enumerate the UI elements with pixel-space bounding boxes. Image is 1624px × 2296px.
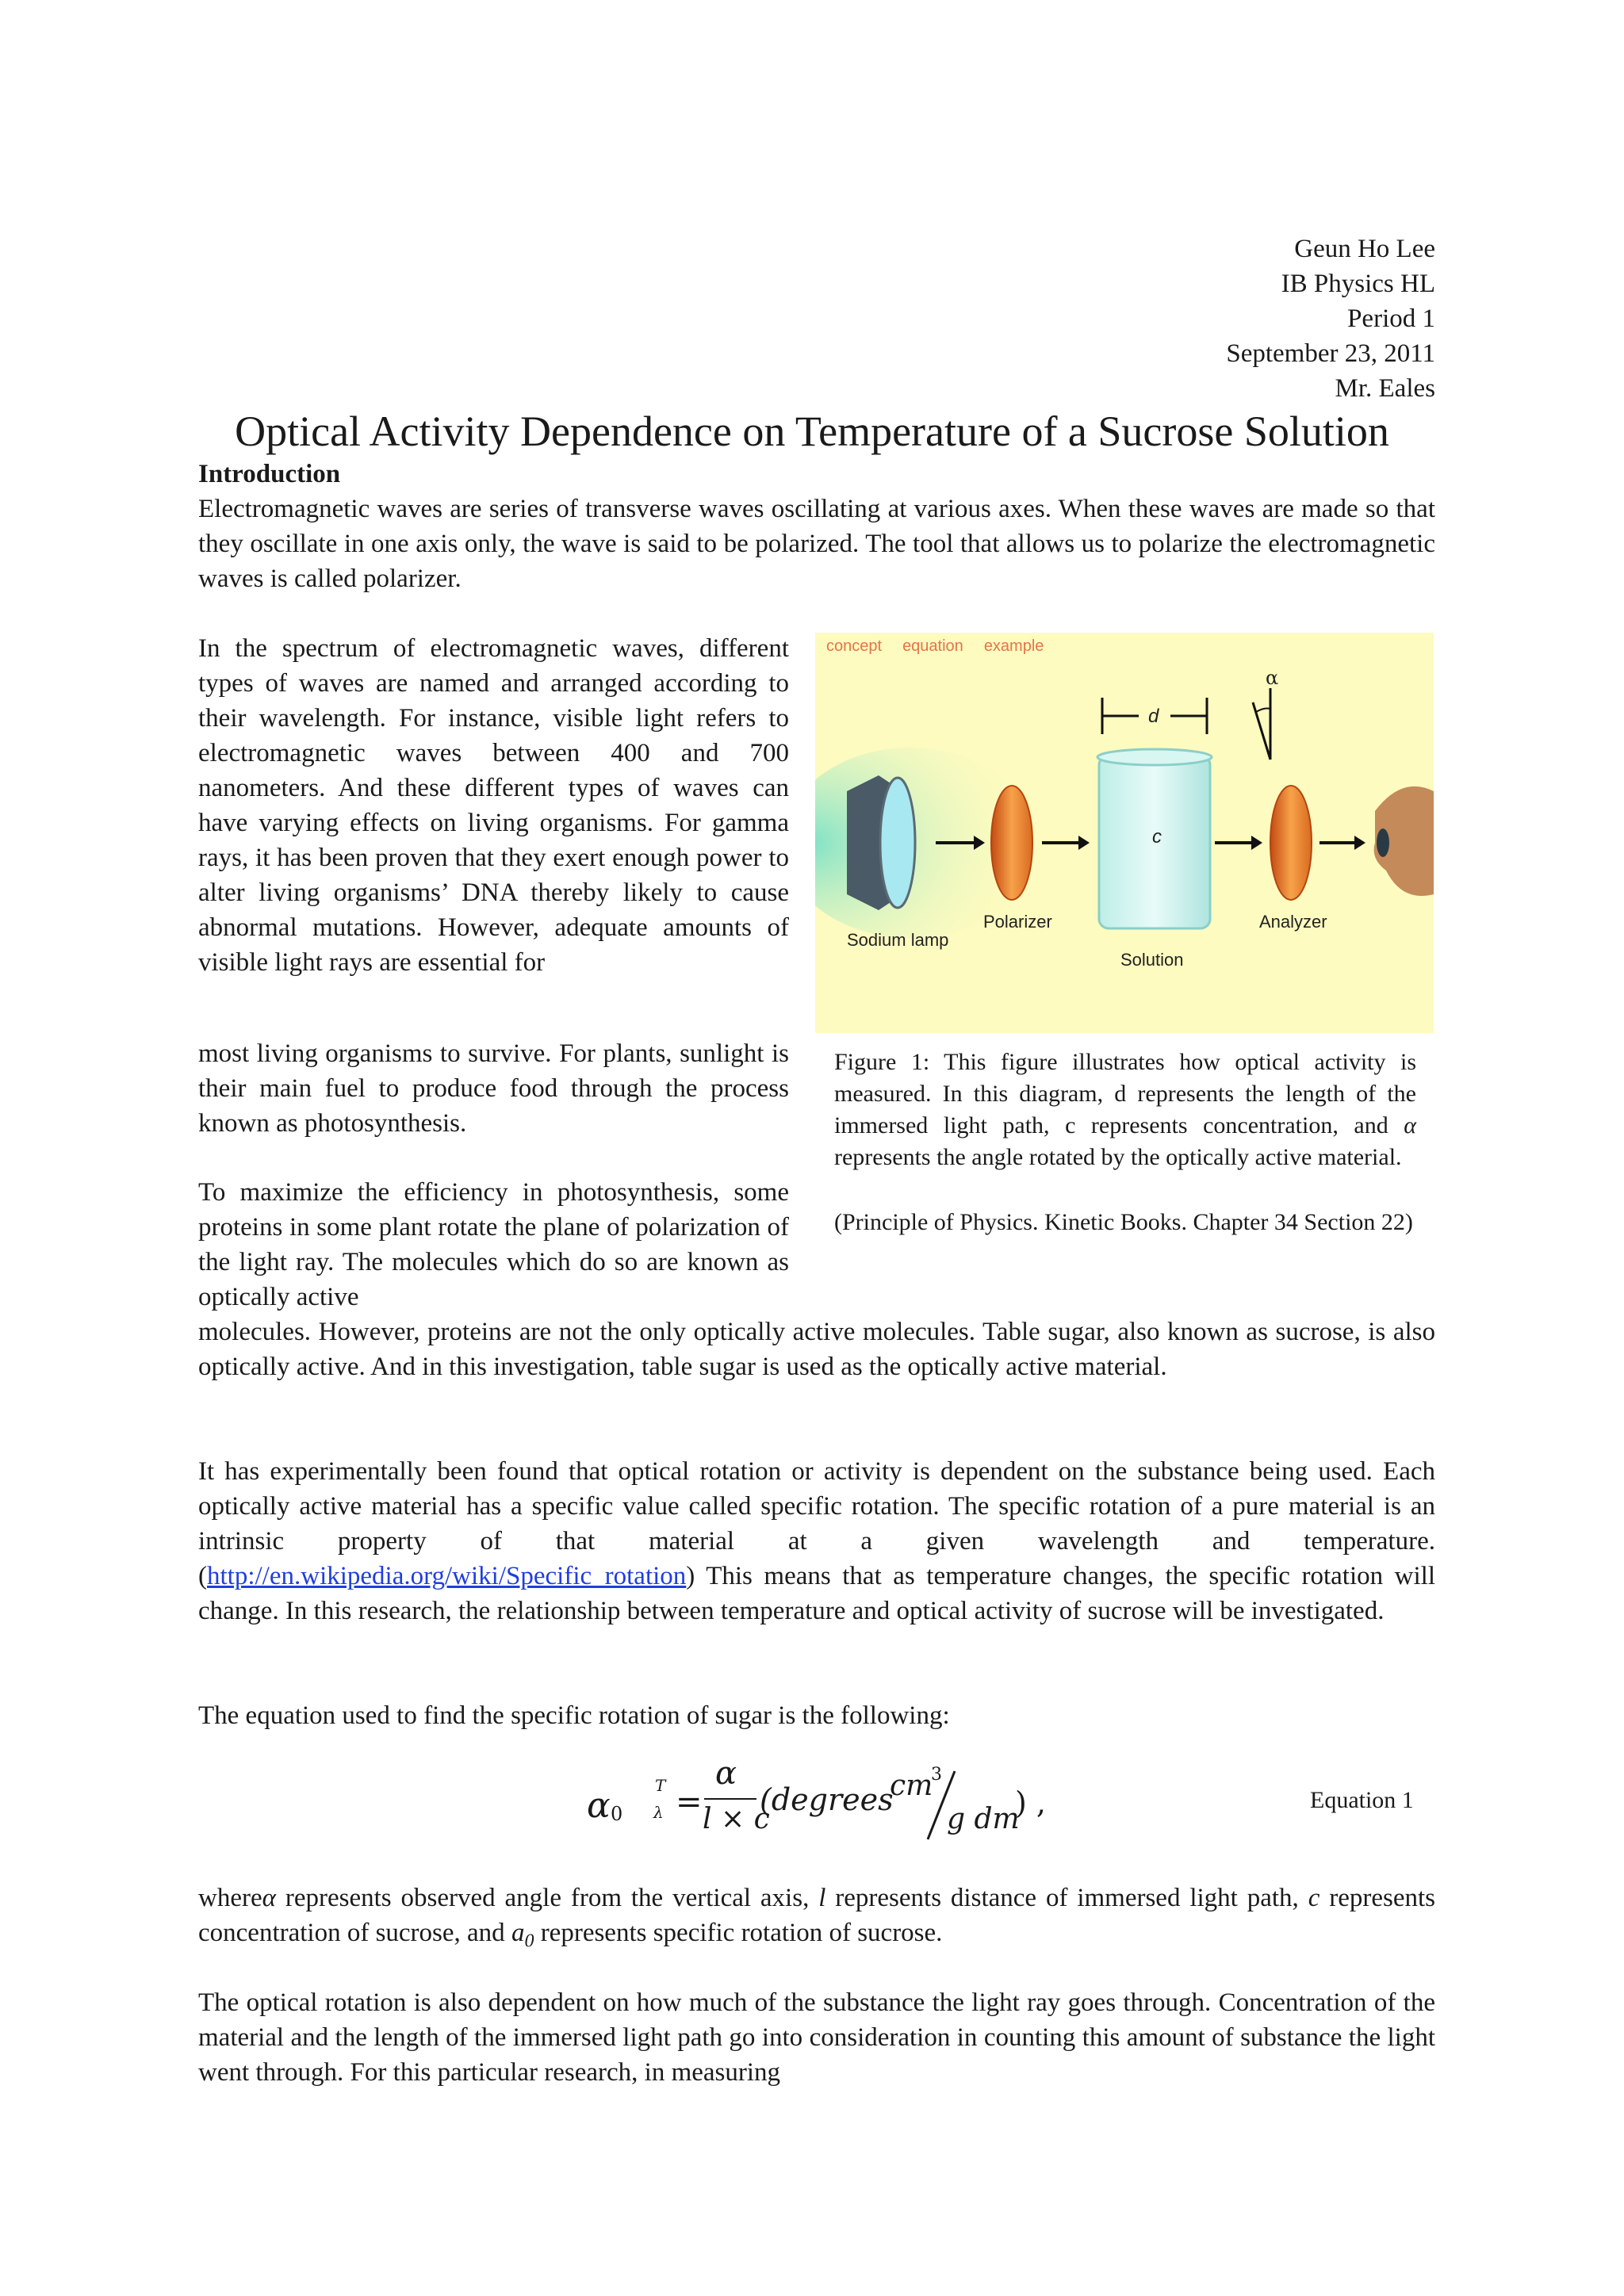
optical-rotation-paragraph: The optical rotation is also dependent on how much of the substance the light ray goes through. Concentration of the material and the length of the immersed light path go into consideration in counting this amount of substance the light went through. For this particular research, in measuring: [198, 1988, 1435, 2087]
plants-paragraph: most living organisms to survive. For plants, sunlight is their main fuel to produce food through the process known as photosynthesis.: [198, 1039, 789, 1138]
eq-numerator: α: [715, 1755, 737, 1792]
eq-unit-exp: 3: [931, 1765, 942, 1785]
course-name: IB Physics HL: [1281, 270, 1435, 298]
alpha-symbol: α: [262, 1884, 276, 1912]
eq-unit-den: g dm: [947, 1803, 1020, 1835]
wikipedia-link[interactable]: http://en.wikipedia.org/wiki/Specific_rotation: [207, 1562, 687, 1590]
c-symbol: c: [1308, 1884, 1320, 1912]
eq-denominator: l × c: [703, 1803, 770, 1835]
a-subscript: 0: [524, 1931, 534, 1952]
figure-caption: [834, 1047, 1416, 1173]
eq-sup-t: T: [655, 1776, 666, 1795]
equation-label: Equation 1: [1310, 1787, 1414, 1813]
sucrose-paragraph: molecules. However, proteins are not the only optically active molecules. Table sugar, also known as sucrose, is also optically active. And in this investigation, table sugar is used as the optically active material.: [198, 1318, 1435, 1381]
eq-sub-lambda: λ: [653, 1803, 664, 1822]
label-d: d: [1148, 706, 1159, 727]
teacher-name: Mr. Eales: [1335, 374, 1435, 403]
label-polarizer: Polarizer: [983, 912, 1052, 932]
fraction-bar: [704, 1798, 756, 1800]
paragraph-text: It has experimentally been found that optical rotation or activity is dependent on the substance being used. Each optically active material has a specific value called specific rotation. The specific rotation of a pure material is an intrinsic property of that material at a given wavelength and temperature. (: [198, 1457, 1435, 1590]
eq-unit-close: ) ,: [1015, 1785, 1046, 1820]
caption-text: represents the angle rotated by the optically active material.: [834, 1144, 1402, 1170]
label-c: c: [1152, 826, 1162, 848]
polarizer-disk: [991, 786, 1032, 900]
eq-unit-open: (degrees: [760, 1782, 894, 1817]
label-analyzer: Analyzer: [1259, 912, 1327, 932]
caption-text: Figure 1: This figure illustrates how optical activity is measured. In this diagram, d represents the length of the immersed light path, c represents concentration, and: [834, 1049, 1416, 1138]
text: where: [198, 1884, 262, 1912]
polarimeter-diagram: [815, 633, 1434, 1033]
tab-example: example: [983, 637, 1044, 655]
lamp-lens: [880, 778, 915, 908]
photosynthesis-paragraph: To maximize the efficiency in photosynthesis, some proteins in some plant rotate the plane of polarization of the light ray. The molecules which do so are known as optically active: [198, 1178, 789, 1311]
eq-alpha: α: [587, 1785, 611, 1826]
specific-rotation-paragraph: [198, 1454, 1435, 1628]
report-date: September 23, 2011: [1226, 339, 1435, 368]
tab-equation: equation: [902, 637, 963, 655]
class-period: Period 1: [1347, 304, 1435, 333]
spectrum-paragraph: In the spectrum of electromagnetic waves, different types of waves are named and arranged according to their wavelength. For instance, visible light refers to electromagnetic waves between 400 and 700 nanometers. And these different types of waves can have varying effects on living organisms. For gamma rays, it has been proven that they exert enough power to alter living organisms’ DNA thereby likely to cause abnormal mutations. However, adequate amounts of visible light rays are essential for: [198, 634, 789, 977]
specific-rotation-equation: [587, 1755, 1158, 1849]
text: represents concentration of sucrose, and: [198, 1884, 1436, 1947]
figure-source: (Principle of Physics. Kinetic Books. Chapter 34 Section 22): [834, 1209, 1413, 1235]
page-title: Optical Activity Dependence on Temperature of a Sucrose Solution: [235, 408, 1389, 455]
introduction-heading: Introduction: [198, 460, 341, 488]
caption-alpha: α: [1404, 1112, 1416, 1138]
label-alpha: α: [1266, 667, 1279, 689]
analyzer-disk: [1270, 786, 1312, 900]
label-lamp: Sodium lamp: [847, 930, 949, 950]
intro-paragraph: Electromagnetic waves are series of transverse waves oscillating at various axes. When these waves are made so that they oscillate in one axis only, the wave is said to be polarized. The tool that allows us to polarize the electromagnetic waves is called polarizer.: [198, 495, 1435, 593]
equation-intro-paragraph: The equation used to find the specific rotation of sugar is the following:: [198, 1701, 950, 1730]
text: represents specific rotation of sucrose.: [534, 1919, 943, 1947]
paragraph-text: ) This means that as temperature changes, the specific rotation will change. In this research, the relationship between temperature and optical activity of sucrose will be investigated.: [198, 1562, 1435, 1625]
eq-unit-num: cm: [890, 1770, 933, 1802]
eq-sub-zero: 0: [611, 1803, 623, 1825]
l-symbol: l: [818, 1884, 826, 1912]
eq-equals: =: [676, 1784, 703, 1820]
variables-paragraph: [198, 1881, 1435, 1959]
polarimeter-figure: [815, 633, 1434, 1033]
author-name: Geun Ho Lee: [1294, 235, 1435, 263]
label-solution: Solution: [1120, 950, 1184, 970]
text: represents distance of immersed light path,: [825, 1884, 1308, 1912]
tab-concept: concept: [826, 637, 883, 655]
text: represents observed angle from the vertical axis,: [275, 1884, 819, 1912]
author-header: [1226, 232, 1435, 406]
a-symbol: a: [511, 1919, 525, 1947]
